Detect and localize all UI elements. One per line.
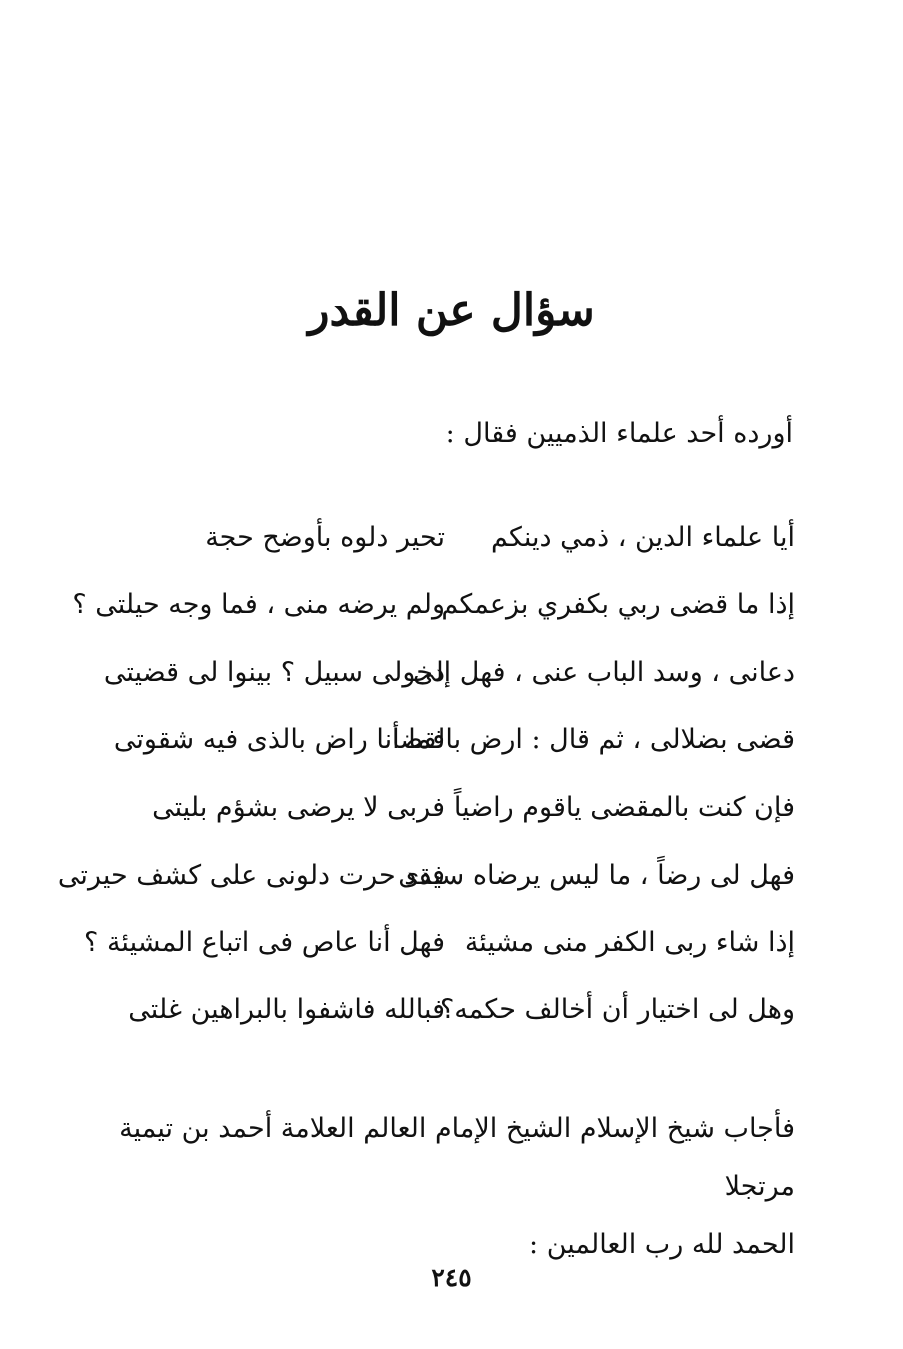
verse-second-hemistich: دخولى سبيل ؟ بينوا لى قضيتى xyxy=(103,657,445,688)
intro-line: أورده أحد علماء الذميين فقال : xyxy=(445,418,793,449)
verse-first-hemistich: دعانى ، وسد الباب عنى ، فهل إلى xyxy=(412,657,795,688)
verse-first-hemistich: إذا شاء ربى الكفر منى مشيئة xyxy=(464,927,795,958)
verse-second-hemistich: فما أنا راض بالذى فيه شقوتى xyxy=(113,724,445,755)
verse-second-hemistich: ولم يرضه منى ، فما وجه حيلتى ؟ xyxy=(72,589,445,620)
verse-second-hemistich: فهل أنا عاص فى اتباع المشيئة ؟ xyxy=(84,927,445,958)
verse xyxy=(0,778,903,838)
verse xyxy=(0,846,903,906)
verse-first-hemistich: وهل لى اختيار أن أخالف حكمه؟ xyxy=(439,994,795,1025)
verse-first-hemistich: إذا ما قضى ربي بكفري بزعمكم xyxy=(441,589,795,620)
page-title: سؤال عن القدر xyxy=(308,285,595,336)
verse-second-hemistich: تحير دلوه بأوضح حجة xyxy=(205,522,445,553)
verse-first-hemistich: قضى بضلالى ، ثم قال : ارض بالقضا xyxy=(391,724,795,755)
verse-second-hemistich: فبالله فاشفوا بالبراهين غلتى xyxy=(128,994,445,1025)
page-number: ٢٤٥ xyxy=(431,1263,472,1292)
verse-first-hemistich: فهل لى رضاً ، ما ليس يرضاه سيدى xyxy=(398,860,795,891)
verse xyxy=(0,913,903,973)
answer-line: فأجاب شيخ الإسلام الشيخ الإمام العالم العلامة أحمد بن تيمية مرتجلا xyxy=(119,1113,795,1202)
verse xyxy=(0,508,903,568)
verse-second-hemistich: فقد حرت دلونى على كشف حيرتى xyxy=(57,860,445,891)
verse xyxy=(0,710,903,770)
verse-second-hemistich: فربى لا يرضى بشؤم بليتى xyxy=(152,792,445,823)
verse xyxy=(0,643,903,703)
verse-first-hemistich: أيا علماء الدين ، ذمي دينكم xyxy=(491,522,795,553)
answer-paragraph xyxy=(70,1100,795,1274)
verse xyxy=(0,980,903,1040)
verse-first-hemistich: فإن كنت بالمقضى ياقوم راضياً xyxy=(453,792,795,823)
verse xyxy=(0,575,903,635)
answer-line: الحمد لله رب العالمين : xyxy=(529,1229,795,1260)
